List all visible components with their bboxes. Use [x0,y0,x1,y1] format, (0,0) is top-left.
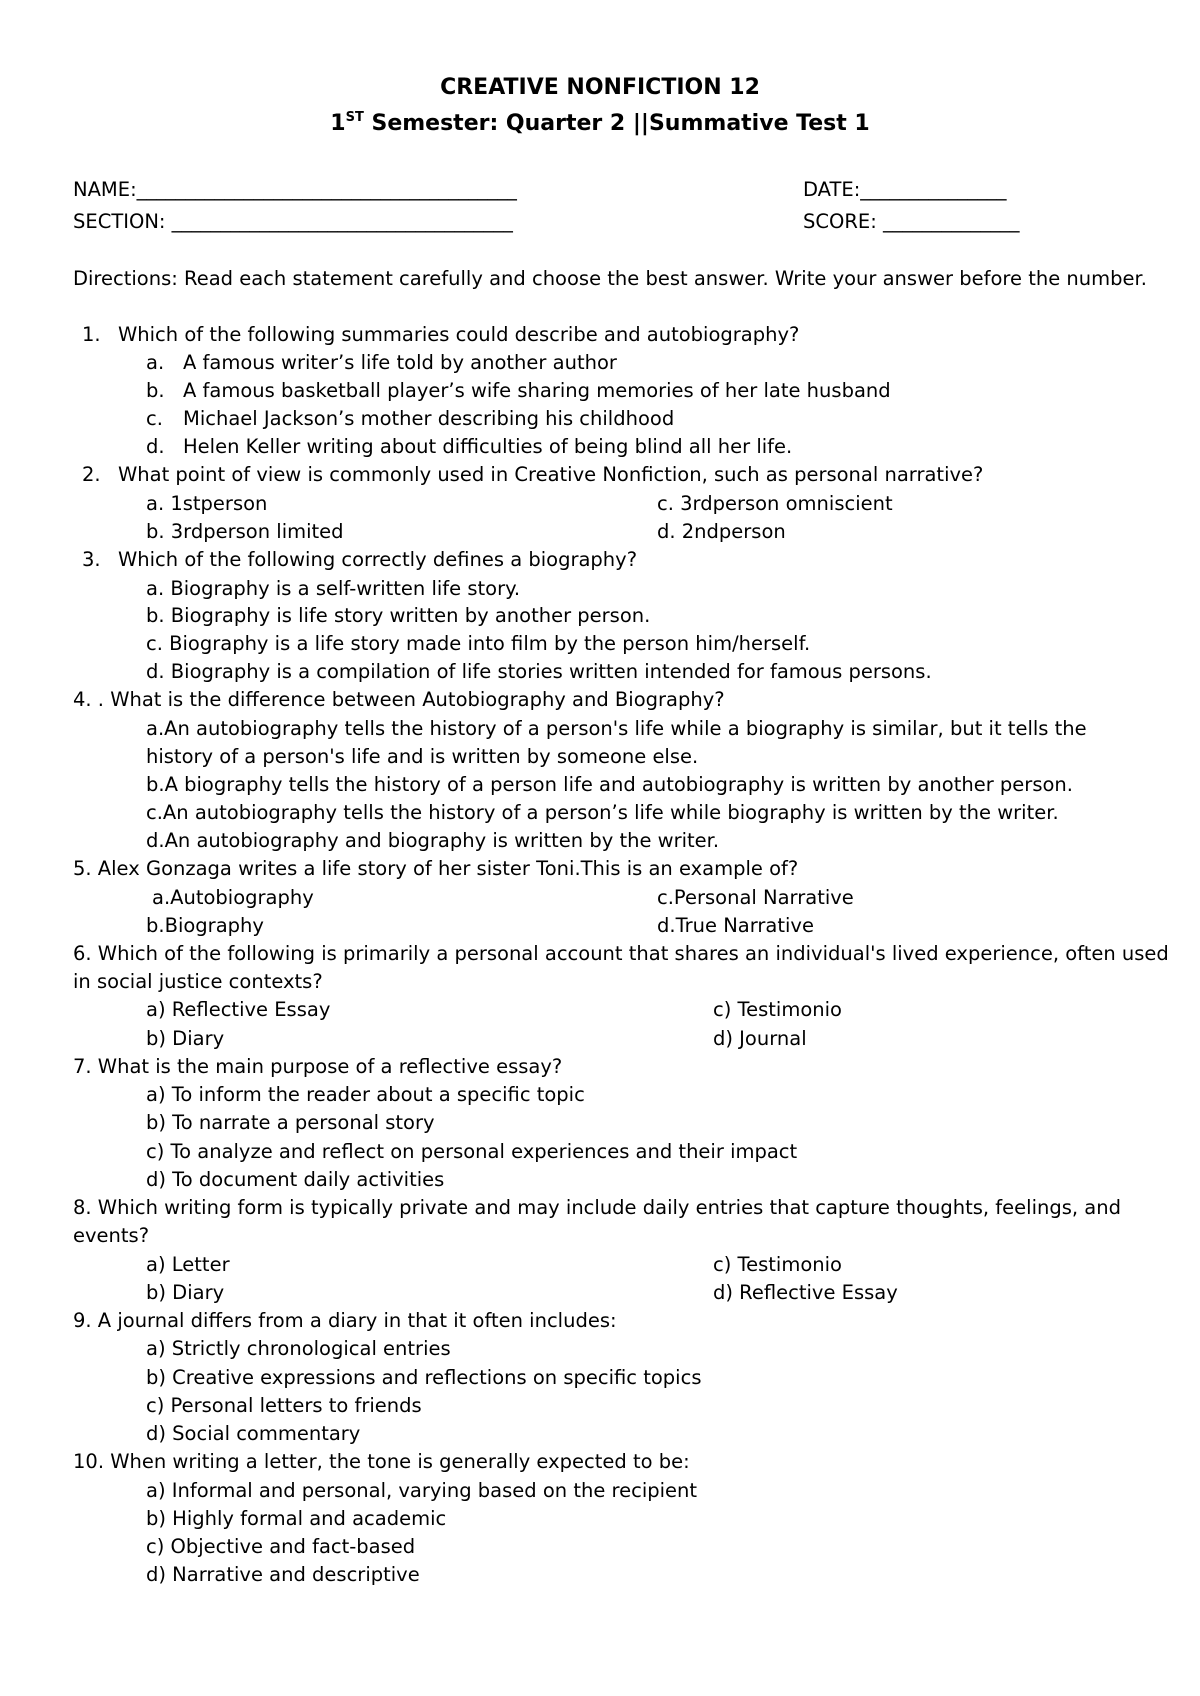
subtitle-ordinal: 1 [330,111,346,136]
question-8-text: 8. Which writing form is typically private and may include daily entries that capture thoughts, feelings, and [73,1196,1121,1219]
option: b) Diary [146,1281,225,1304]
question-1-number: 1. [82,323,101,346]
question-7-text: 7. What is the main purpose of a reflective essay? [73,1055,563,1078]
option: d) Reflective Essay [713,1281,898,1304]
date-field[interactable]: DATE:_______________ [803,178,1007,201]
option: d. 2ndperson [657,520,786,543]
option-text: Helen Keller writing about difficulties of being blind all her life. [183,435,793,458]
option: c. Biography is a life story made into film by the person him/herself. [146,632,811,655]
question-6-text: 6. Which of the following is primarily a personal account that shares an individual's lived experience, often used [73,942,1169,965]
option-letter: c. [146,407,163,430]
option: a) Letter [146,1253,230,1276]
question-9-text: 9. A journal differs from a diary in that it often includes: [73,1309,617,1332]
option: a.Autobiography [152,886,314,909]
option-letter: d. [146,435,165,458]
option: d) To document daily activities [146,1168,445,1191]
option-text: Michael Jackson’s mother describing his childhood [183,407,675,430]
question-2-number: 2. [82,463,101,486]
score-field[interactable]: SCORE: ______________ [803,210,1020,233]
option: a.An autobiography tells the history of a person's life while a biography is similar, but it tells the [146,717,1087,740]
option: c) Objective and fact-based [146,1535,416,1558]
section-field[interactable]: SECTION: ___________________________________ [73,210,513,233]
option: a) Informal and personal, varying based on the recipient [146,1479,698,1502]
option: a) To inform the reader about a specific topic [146,1083,585,1106]
option: d. Biography is a compilation of life stories written intended for famous persons. [146,660,932,683]
question-10-text: 10. When writing a letter, the tone is generally expected to be: [73,1450,690,1473]
option: a) Strictly chronological entries [146,1337,451,1360]
question-3-text: Which of the following correctly defines a biography? [118,548,638,571]
option: b) Diary [146,1027,225,1050]
option: d) Journal [713,1027,807,1050]
option: c) Testimonio [713,1253,842,1276]
page-subtitle [0,111,1200,140]
option: b.A biography tells the history of a person life and autobiography is written by another person. [146,773,1073,796]
option: d.True Narrative [657,914,814,937]
option-text: A famous basketball player’s wife sharing memories of her late husband [183,379,891,402]
subtitle-superscript: ST [345,110,364,125]
option: c) Personal letters to friends [146,1394,422,1417]
question-6-text-continued: in social justice contexts? [73,970,323,993]
question-4-text: 4. . What is the difference between Autobiography and Biography? [73,688,725,711]
option: a) Reflective Essay [146,998,331,1021]
question-2-text: What point of view is commonly used in Creative Nonfiction, such as personal narrative? [118,463,984,486]
option: b. Biography is life story written by another person. [146,604,651,627]
option: a. Biography is a self-written life story. [146,577,521,600]
page-title: CREATIVE NONFICTION 12 [440,75,760,100]
option: a. 1stperson [146,492,268,515]
option-continuation: history of a person's life and is written by someone else. [146,745,699,768]
option: c) Testimonio [713,998,842,1021]
option: c. 3rdperson omniscient [657,492,893,515]
option: c.An autobiography tells the history of a person’s life while biography is written by the writer. [146,801,1059,824]
question-8-text-continued: events? [73,1224,150,1247]
option: d) Social commentary [146,1422,361,1445]
option: b) To narrate a personal story [146,1111,435,1134]
option: b) Highly formal and academic [146,1507,447,1530]
option-letter: b. [146,379,165,402]
option: b) Creative expressions and reflections on specific topics [146,1366,702,1389]
directions: Directions: Read each statement carefully and choose the best answer. Write your answer before the number. [73,267,1147,290]
option: c.Personal Narrative [657,886,854,909]
option-text: A famous writer’s life told by another author [183,351,617,374]
name-field[interactable]: NAME:_______________________________________ [73,178,517,201]
question-1-text: Which of the following summaries could describe and autobiography? [118,323,800,346]
option: b.Biography [146,914,264,937]
subtitle-text: Semester: Quarter 2 ||Summative Test 1 [363,111,870,136]
option: d.An autobiography and biography is written by the writer. [146,829,720,852]
option-letter: a. [146,351,165,374]
option: b. 3rdperson limited [146,520,344,543]
option: c) To analyze and reflect on personal experiences and their impact [146,1140,798,1163]
option: d) Narrative and descriptive [146,1563,420,1586]
question-3-number: 3. [82,548,101,571]
question-5-text: 5. Alex Gonzaga writes a life story of her sister Toni.This is an example of? [73,857,799,880]
